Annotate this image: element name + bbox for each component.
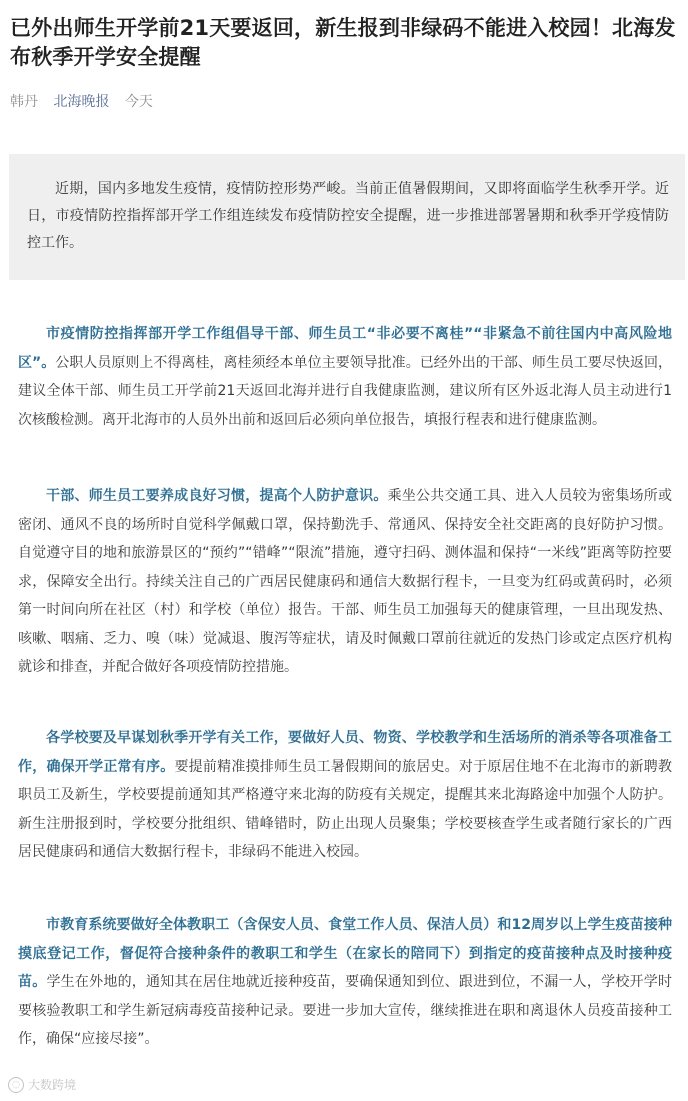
watermark-text: 大数跨境 [28,1078,77,1092]
article-title: 已外出师生开学前21天要返回，新生报到非绿码不能进入校园！北海发布秋季开学安全提醒 [10,16,676,69]
intro-paragraph: 近期，国内多地发生疫情，疫情防控形势严峻。当前正值暑假期间，又即将面临学生秋季开学。近日，市疫情防控指挥部开学工作组连续发布疫情防控安全提醒，进一步推进部署暑期和秋季开学疫情防控工作。 [27,181,669,251]
paragraph-2 [18,482,672,682]
watermark [8,1077,76,1093]
paragraph-4-lead: 市教育系统要做好全体教职工（含保安人员、食堂工作人员、保洁人员）和12周岁以上学生疫苗接种摸底登记工作，督促符合接种条件的教职工和学生（在家长的陪同下）到指定的疫苗接种点及时接种疫苗。 [18,917,672,990]
paragraph-2-body: 乘坐公共交通工具、进入人员较为密集场所或密闭、通风不良的场所时自觉科学佩戴口罩，保持勤洗手、常通风、保持安全社交距离的良好防护习惯。自觉遵守目的地和旅游景区的“预约”“错峰”“限流”措施，遵守扫码、测体温和保持“一米线”距离等防控要求，保障安全出行。持续关注自己的广西居民健康码和通信大数据行程卡，一旦变为红码或黄码时，必须第一时间向所在社区（村）和学校（单位）报告。干部、师生员工加强每天的健康管理，一旦出现发热、咳嗽、咽痛、乏力、嗅（味）觉减退、腹泻等症状，请及时佩戴口罩前往就近的发热门诊或定点医疗机构就诊和排查，并配合做好各项疫情防控措施。 [18,488,673,675]
author-name: 韩丹 [10,94,38,110]
paragraph-1-body: 公职人员原则上不得离桂，离桂须经本单位主要领导批准。已经外出的干部、师生员工要尽快返回，建议全体干部、师生员工开学前21天返回北海并进行自我健康监测，建议所有区外返北海人员主动进行1次核酸检测。离开北海市的人员外出前和返回后必须向单位报告，填报行程表和进行健康监测。 [18,354,673,428]
paragraph-4-body: 学生在外地的，通知其在居住地就近接种疫苗，要确保通知到位、跟进到位，不漏一人，学校开学时要核验教职工和学生新冠病毒疫苗接种记录。要进一步加大宣传，继续推进在职和离退休人员疫苗接种工作，确保“应接尽接”。 [18,974,673,1047]
paragraph-1 [18,320,672,434]
paragraph-1-lead: 市疫情防控指挥部开学工作组倡导干部、师生员工“非必要不离桂”“非紧急不前往国内中高风险地区”。 [18,326,672,371]
source-account-link[interactable]: 北海晚报 [53,94,110,110]
paragraph-3-body: 要提前精准摸排师生员工暑假期间的旅居史。对于原居住地不在北海市的新聘教职员工及新生，学校要提前通知其严格遵守来北海的防疫有关规定，提醒其来北海路途中加强个人防护。新生注册报到时，学校要分批组织、错峰错时，防止出现人员聚集；学校要核查学生或者随行家长的广西居民健康码和通信大数据行程卡，非绿码不能进入校园。 [18,758,673,860]
paragraph-2-lead: 干部、师生员工要养成良好习惯，提高个人防护意识。 [46,488,388,504]
article-meta [10,92,164,112]
paragraph-3 [18,724,672,867]
publish-time: 今天 [124,94,153,110]
paragraph-4 [18,911,672,1054]
intro-box [9,154,685,280]
watermark-logo-icon: ◌ [8,1077,24,1093]
paragraph-3-lead: 各学校要及早谋划秋季开学有关工作，要做好人员、物资、学校教学和生活场所的消杀等各项准备工作，确保开学正常有序。 [18,730,672,775]
